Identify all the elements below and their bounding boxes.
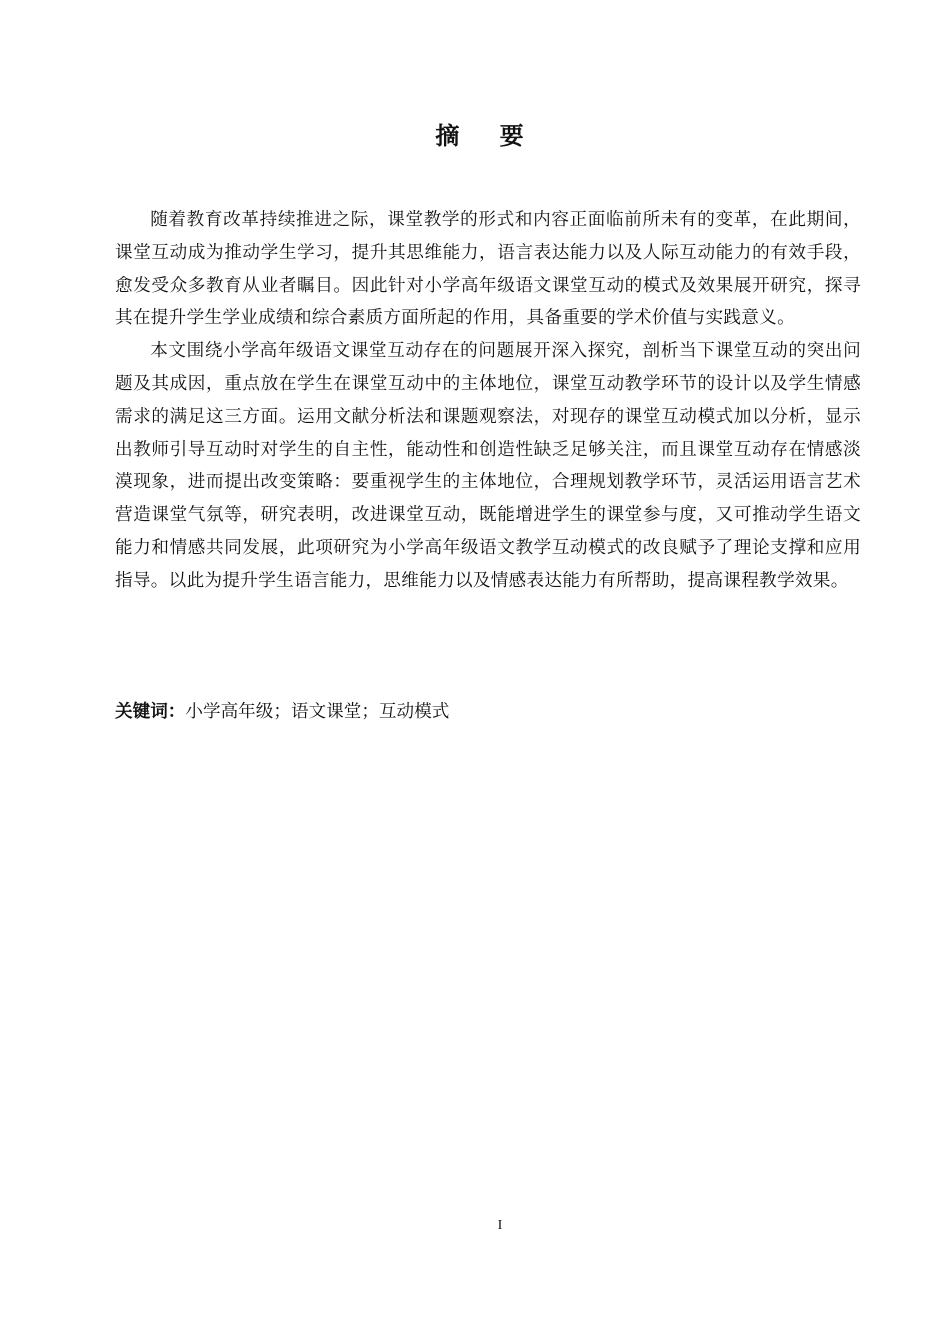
- page-title: 摘 要: [435, 122, 540, 150]
- page-number: I: [497, 1218, 503, 1233]
- abstract-paragraph: 本文围绕小学高年级语文课堂互动存在的问题展开深入探究，剖析当下课堂互动的突出问题及其成因，重点放在学生在课堂互动中的主体地位，课堂互动教学环节的设计以及学生情感需求的满足这三方面。运用文献分析法和课题观察法，对现存的课堂互动模式加以分析，显示出教师引导互动时对学生的自主性，能动性和创造性缺乏足够关注，而且课堂互动存在情感淡漠现象，进而提出改变策略：要重视学生的主体地位，合理规划教学环节，灵活运用语言艺术营造课堂气氛等，研究表明，改进课堂互动，既能增进学生的课堂参与度，又可推动学生语文能力和情感共同发展，此项研究为小学高年级语文教学互动模式的改良赋予了理论支撑和应用指导。以此为提升学生语言能力，思维能力以及情感表达能力有所帮助，提高课程教学效果。: [115, 341, 861, 591]
- keywords-line: [115, 696, 861, 728]
- abstract-paragraph: 随着教育改革持续推进之际，课堂教学的形式和内容正面临前所未有的变革，在此期间，课堂互动成为推动学生学习，提升其思维能力，语言表达能力以及人际互动能力的有效手段，愈发受众多教育从业者瞩目。因此针对小学高年级语文课堂互动的模式及效果展开研究，探寻其在提升学生学业成绩和综合素质方面所起的作用，具备重要的学术价值与实践意义。: [115, 210, 861, 329]
- abstract-body: [115, 204, 861, 598]
- keywords-value: 小学高年级；语文课堂；互动模式: [185, 702, 450, 722]
- keywords-label: 关键词：: [115, 702, 186, 722]
